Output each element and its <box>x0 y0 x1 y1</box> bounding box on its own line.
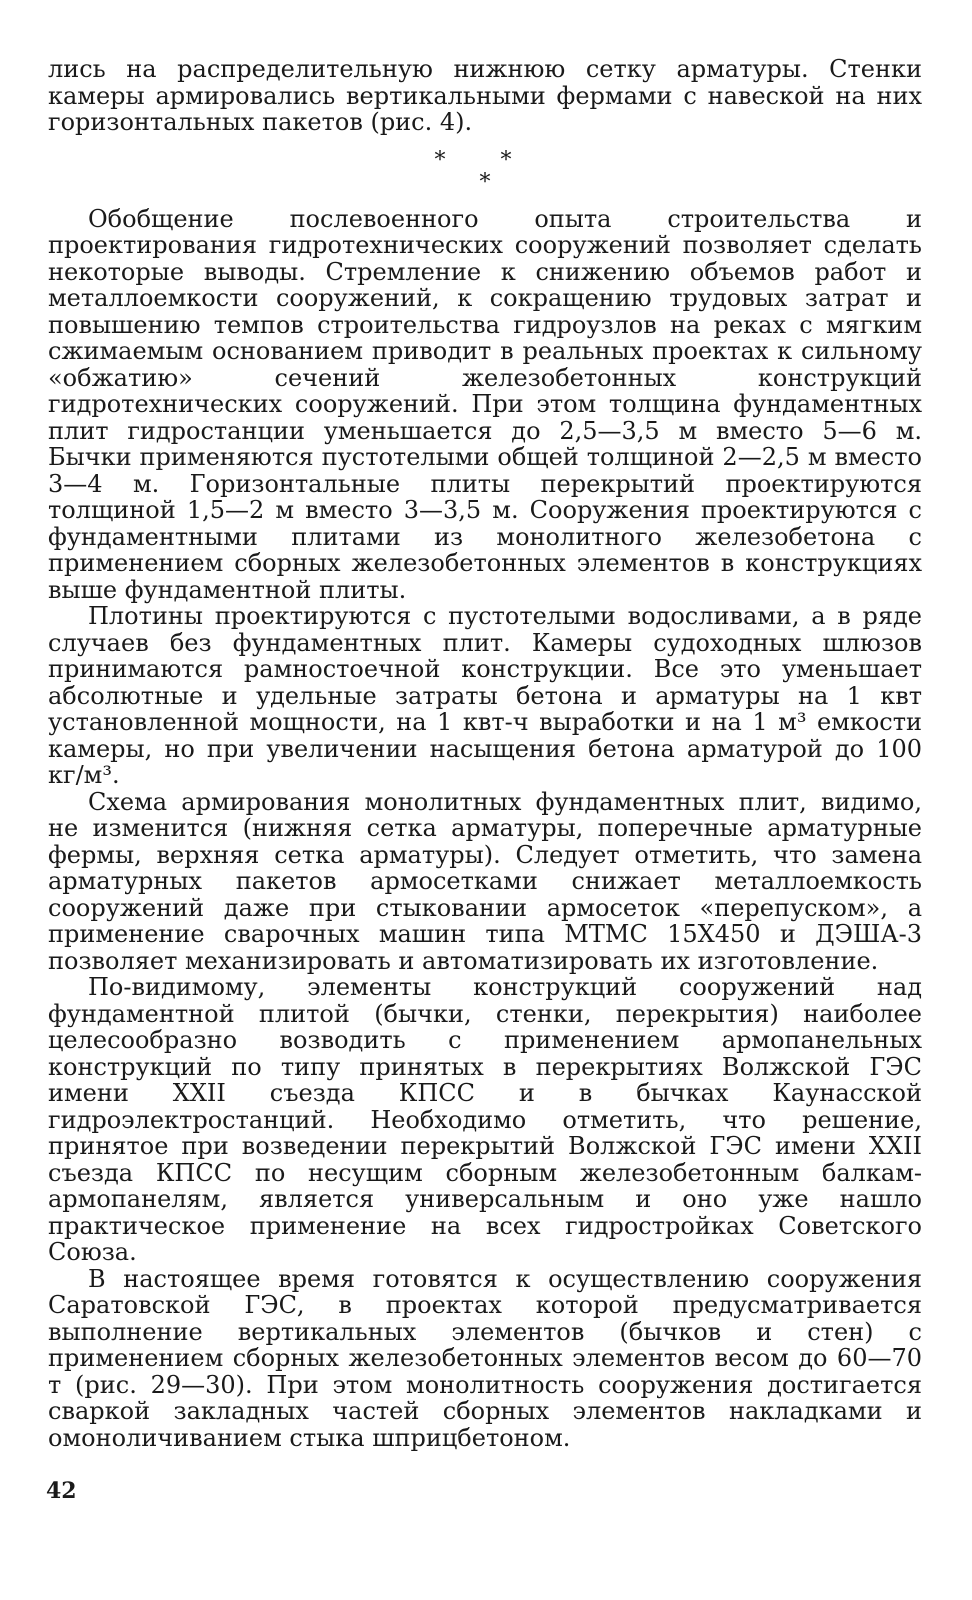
page-number: 42 <box>46 1478 77 1504</box>
separator-top: * * <box>434 147 536 173</box>
paragraph-continuation: лись на распределительную нижнюю сетку арматуры. Стенки камеры армировались вертикальными фермами с навеской на них горизонтальных пакетов (рис. 4). <box>48 55 922 136</box>
separator-bottom: * <box>479 169 491 195</box>
paragraph-reinforcement-scheme: Схема армирования монолитных фундаментных плит, видимо, не изменится (нижняя сетка арматуры, поперечные арматурные фермы, верхняя сетка арматуры). Следует отметить, что замена арматурных пакетов армосетками снижает металлоемкость сооружений даже при стыковании армосеток «перепуском», а применение сварочных машин типа МТМС 15Х450 и ДЭША-3 позволяет механизировать и автоматизировать их изготовление. <box>48 787 922 975</box>
paragraph-generalization: Обобщение послевоенного опыта строительства и проектирования гидротехнических сооружений позволяет сделать некоторые выводы. Стремление к снижению объемов работ и металлоемкости сооружений, к сокращению трудовых затрат и повышению темпов строительства гидроузлов на реках с мягким сжимаемым основанием приводит в реальных проектах к сильному «обжатию» сечений железобетонных конструкций гидротехнических сооружений. При этом толщина фундаментных плит гидростанции уменьшается до 2,5—3,5 м вместо 5—6 м. Бычки применяются пустотелыми общей толщиной 2—2,5 м вместо 3—4 м. Горизонтальные плиты перекрытий проектируются толщиной 1,5—2 м вместо 3—3,5 м. Сооружения проектируются с фундаментными плитами из монолитного железобетона с применением сборных железобетонных элементов в конструкциях выше фундаментной плиты. <box>48 204 922 604</box>
section-separator <box>48 147 922 195</box>
page-text <box>48 56 922 1451</box>
paragraph-dams: Плотины проектируются с пустотелыми водосливами, а в ряде случаев без фундаментных плит. Камеры судоходных шлюзов принимаются рамностоечной конструкции. Все это уменьшает абсолютные и удельные затраты бетона и арматуры на 1 квт установленной мощности, на 1 квт-ч выработки и на 1 м³ емкости камеры, но при увеличении насыщения бетона арматурой до 100 кг/м³. <box>48 602 922 789</box>
paragraph-saratov: В настоящее время готовятся к осуществлению сооружения Саратовской ГЭС, в проектах которой предусматривается выполнение вертикальных элементов (бычков и стен) с применением сборных железобетонных элементов весом до 60—70 т (рис. 29—30). При этом монолитность сооружения достигается сваркой закладных частей сборных элементов накладками и омоноличиванием стыка шприцбетоном. <box>48 1264 922 1452</box>
paragraph-armopanel: По-видимому, элементы конструкций сооружений над фундаментной плитой (бычки, стенки, перекрытия) наиболее целесообразно возводить с применением армопанельных конструкций по типу принятых в перекрытиях Волжской ГЭС имени XXII съезда КПСС и в бычках Каунасской гидроэлектростанций. Необходимо отметить, что решение, принятое при возведении перекрытий Волжской ГЭС имени XXII съезда КПСС по несущим сборным железобетонным балкам-армопанелям, является универсальным и оно уже нашло практическое применение на всех гидростройках Советского Союза. <box>48 973 922 1266</box>
